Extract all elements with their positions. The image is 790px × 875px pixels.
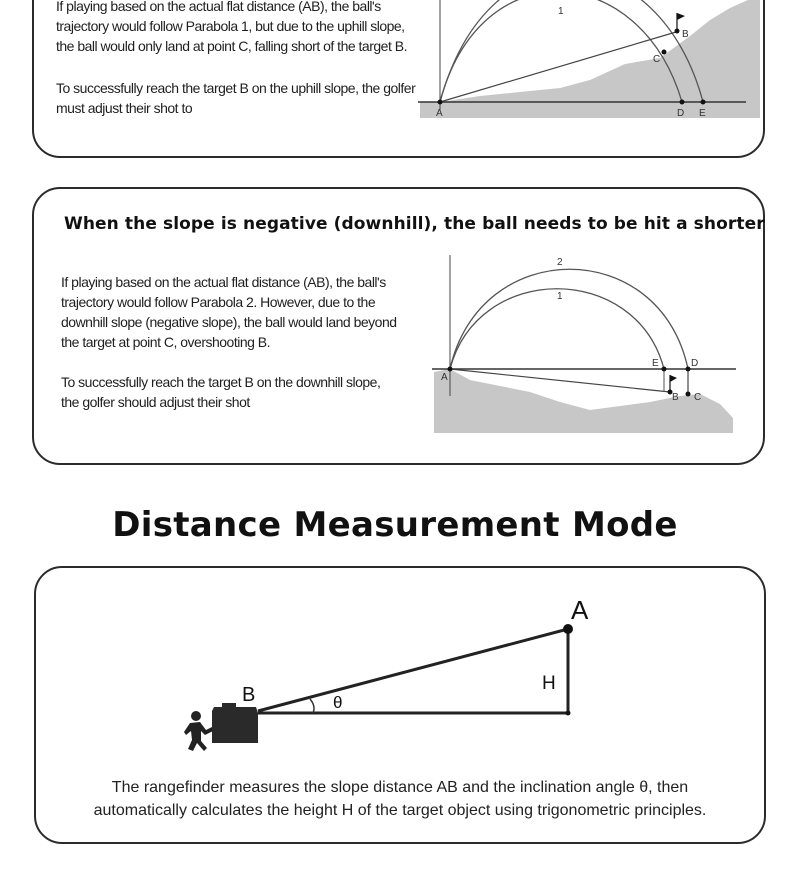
distance-corner (566, 711, 571, 716)
downhill-label-c: C (694, 392, 702, 403)
rangefinder-icon (212, 707, 258, 743)
downhill-heading: When the slope is negative (downhill), the ball needs to be hit a shorter (64, 214, 765, 234)
downhill-paragraph-1: If playing based on the actual flat distance (AB), the ball's trajectory would follow Parabola 2. However, due to the downhill slope (negative slope), the ball would land beyond the target at point C, overshooting B. (61, 274, 397, 350)
distance-label-h: H (542, 673, 556, 694)
distance-label-a: A (571, 595, 589, 625)
person-icon (184, 711, 213, 751)
downhill-label-a: A (441, 372, 448, 383)
uphill-label-c: C (653, 54, 661, 65)
uphill-label-e: E (699, 108, 706, 119)
distance-point-a (563, 624, 573, 634)
distance-caption-line-1: The rangefinder measures the slope distance AB and the inclination angle θ, then (111, 779, 689, 796)
distance-angle-arc (310, 699, 314, 713)
distance-label-b: B (242, 684, 256, 706)
downhill-label-parabola-2: 2 (557, 257, 563, 268)
downhill-label-b: B (672, 392, 679, 403)
rangefinder-eyepiece (222, 703, 236, 709)
distance-slope-line (258, 629, 568, 711)
downhill-paragraph-2: To successfully reach the target B on the downhill slope, the golfer should adjust their shot (61, 374, 381, 410)
uphill-label-d: D (677, 108, 685, 119)
section-title: Distance Measurement Mode (112, 505, 678, 545)
uphill-label-b: B (682, 29, 689, 40)
downhill-label-d: D (691, 358, 699, 369)
distance-caption-line-2: automatically calculates the height H of the target object using trigonometric principles. (93, 802, 707, 819)
distance-label-theta: θ (333, 693, 343, 712)
uphill-paragraph-1: If playing based on the actual flat distance (AB), the ball's trajectory would follow Parabola 1, but due to the uphill slope, the ball would only land at point C, falling short of the target B. (56, 0, 407, 54)
uphill-label-parabola-1: 1 (558, 6, 564, 17)
downhill-label-e: E (652, 358, 659, 369)
distance-caption (34, 776, 766, 822)
uphill-label-a: A (436, 108, 443, 119)
uphill-paragraph-2: To successfully reach the target B on the uphill slope, the golfer must adjust their shot to (56, 80, 416, 116)
downhill-label-parabola-1: 1 (557, 291, 563, 302)
